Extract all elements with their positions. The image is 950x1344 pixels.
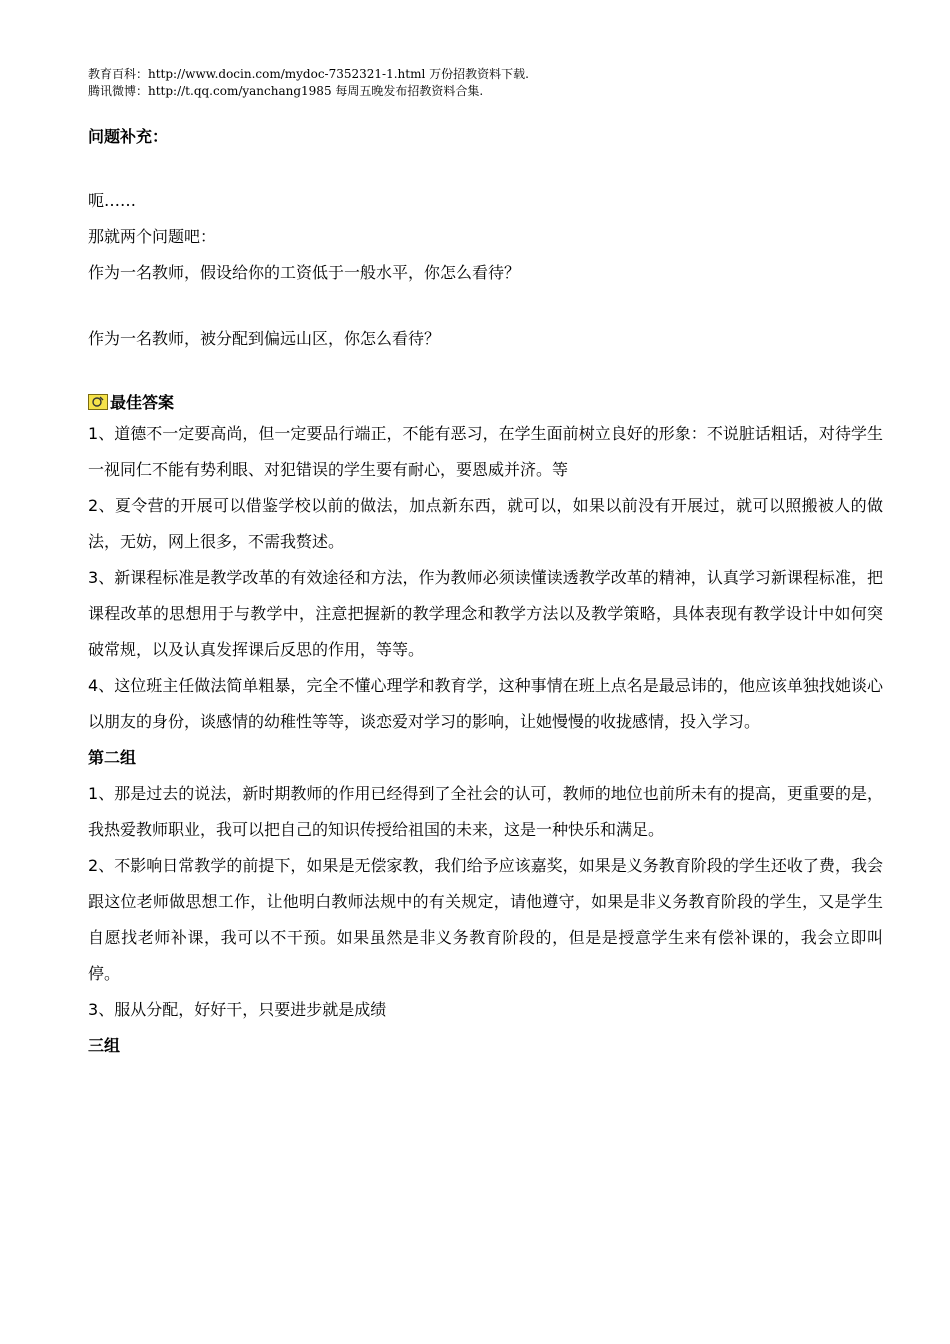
best-answer-icon	[88, 394, 108, 410]
answer-item-text: 、夏令营的开展可以借鉴学校以前的做法，加点新东西，就可以，如果以前没有开展过，就可以照搬被人的做法，无妨，网上很多，不需我赘述。	[88, 496, 883, 551]
answer-item-number: 3	[88, 568, 99, 587]
group-3-title: 三组	[88, 1036, 121, 1055]
answer-item	[88, 560, 883, 668]
answer-item-text: 、这位班主任做法简单粗暴，完全不懂心理学和教育学，这种事情在班上点名是最忌讳的，他应该单独找她谈心以朋友的身份，谈感情的幼稚性等等，谈恋爱对学习的影响，让她慢慢的收拢感情，投入学习。	[88, 676, 883, 731]
document-body	[88, 124, 883, 1064]
supplement-title: 问题补充：	[88, 127, 169, 146]
supplement-line: 作为一名教师，假设给你的工资低于一般水平，你怎么看待？	[88, 263, 521, 282]
group-2-item	[88, 992, 883, 1028]
group-2-title: 第二组	[88, 748, 137, 767]
header-line-docin: 教育百科：http://www.docin.com/mydoc-7352321-1.html 万份招教资料下载.	[88, 67, 529, 81]
page-header	[88, 66, 529, 100]
group-2-item	[88, 848, 883, 992]
answer-item	[88, 416, 883, 488]
answer-item	[88, 488, 883, 560]
answer-item-text: 、道德不一定要高尚，但一定要品行端正，不能有恶习，在学生面前树立良好的形象：不说脏话粗话，对待学生一视同仁不能有势利眼、对犯错误的学生要有耐心，要恩威并济。等	[88, 424, 883, 479]
header-line-weibo: 腾讯微博：http://t.qq.com/yanchang1985 每周五晚发布招教资料合集.	[88, 84, 484, 98]
supplement-line: 那就两个问题吧：	[88, 227, 217, 246]
group-2-item-number: 3	[88, 1000, 99, 1019]
best-answer-title: 最佳答案	[110, 393, 175, 412]
answer-item-number: 4	[88, 676, 99, 695]
best-answer-heading	[88, 390, 883, 416]
answer-item	[88, 668, 883, 740]
answer-item-text: 、新课程标准是教学改革的有效途径和方法，作为教师必须读懂读透教学改革的精神，认真学习新课程标准，把课程改革的思想用于与教学中，注意把握新的教学理念和教学方法以及教学策略，具体表现有教学设计中如何突破常规，以及认真发挥课后反思的作用，等等。	[88, 568, 883, 659]
group-2-item-text: 、那是过去的说法，新时期教师的作用已经得到了全社会的认可，教师的地位也前所未有的提高，更重要的是，我热爱教师职业，我可以把自己的知识传授给祖国的未来，这是一种快乐和满足。	[88, 784, 883, 839]
group-2-item	[88, 776, 883, 848]
answer-item-number: 2	[88, 496, 99, 515]
supplement-line: 呃……	[88, 191, 137, 210]
group-2-item-text: 、不影响日常教学的前提下，如果是无偿家教，我们给予应该嘉奖，如果是义务教育阶段的学生还收了费，我会跟这位老师做思想工作，让他明白教师法规中的有关规定，请他遵守，如果是非义务教育阶段的学生，又是学生自愿找老师补课，我可以不干预。如果虽然是非义务教育阶段的，但是是授意学生来有偿补课的，我会立即叫停。	[88, 856, 883, 983]
group-2-item-number: 2	[88, 856, 99, 875]
group-2-item-number: 1	[88, 784, 99, 803]
supplement-line: 作为一名教师，被分配到偏远山区，你怎么看待？	[88, 329, 441, 348]
group-2-item-text: 、服从分配，好好干，只要进步就是成绩	[98, 1000, 387, 1019]
answer-item-number: 1	[88, 424, 99, 443]
